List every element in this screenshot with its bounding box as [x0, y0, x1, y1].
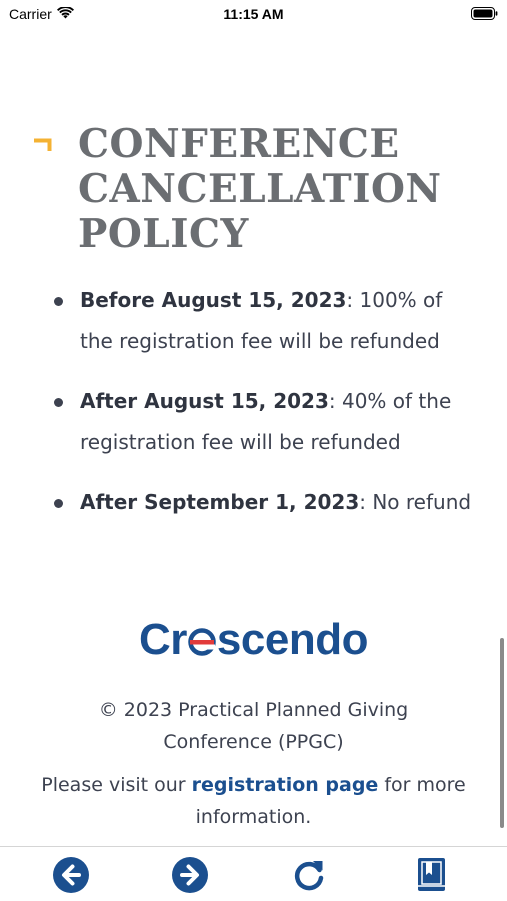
back-button[interactable] — [51, 855, 91, 895]
list-item — [0, 482, 507, 523]
page-title: CONFERENCE CANCELLATION POLICY — [78, 121, 442, 257]
policy-text: : No refund — [359, 490, 472, 514]
copyright-text: © 2023 Practical Planned Giving Conference (PPGC) — [98, 699, 409, 753]
policy-date: After August 15, 2023 — [80, 389, 329, 413]
footer-logo — [0, 615, 507, 665]
corner-accent-icon — [34, 138, 52, 152]
list-item — [0, 381, 507, 463]
reload-icon — [291, 856, 329, 894]
bottom-toolbar — [0, 846, 507, 901]
forward-arrow-icon — [171, 856, 209, 894]
visit-after: for more information. — [195, 774, 466, 828]
page-content[interactable] — [0, 30, 507, 846]
logo-e-mark — [188, 618, 216, 650]
forward-button[interactable] — [170, 855, 210, 895]
visit-before: Please visit our — [41, 774, 192, 796]
registration-page-link[interactable]: registration page — [191, 774, 379, 796]
list-item — [0, 280, 507, 362]
bullet-icon — [54, 499, 63, 508]
status-bar — [0, 0, 507, 30]
carrier-label: Carrier — [9, 6, 52, 22]
reload-button[interactable] — [290, 855, 330, 895]
policy-date: After September 1, 2023 — [80, 490, 360, 514]
crescendo-logo: Cr scendo — [139, 615, 368, 664]
visit-text — [30, 769, 477, 833]
cancellation-policy-list — [0, 280, 507, 542]
bullet-icon — [54, 398, 63, 407]
back-arrow-icon — [52, 856, 90, 894]
policy-date: Before August 15, 2023 — [80, 288, 347, 312]
policy-text: : 100% of the registration fee will be refunded — [80, 288, 443, 353]
bookmarks-icon — [414, 856, 448, 894]
battery-icon — [471, 7, 498, 20]
bullet-icon — [54, 297, 63, 306]
policy-text: : 40% of the registration fee will be refunded — [80, 389, 452, 454]
status-time: 11:15 AM — [223, 6, 284, 22]
bookmarks-button[interactable] — [411, 855, 451, 895]
scrollbar[interactable] — [500, 638, 504, 828]
